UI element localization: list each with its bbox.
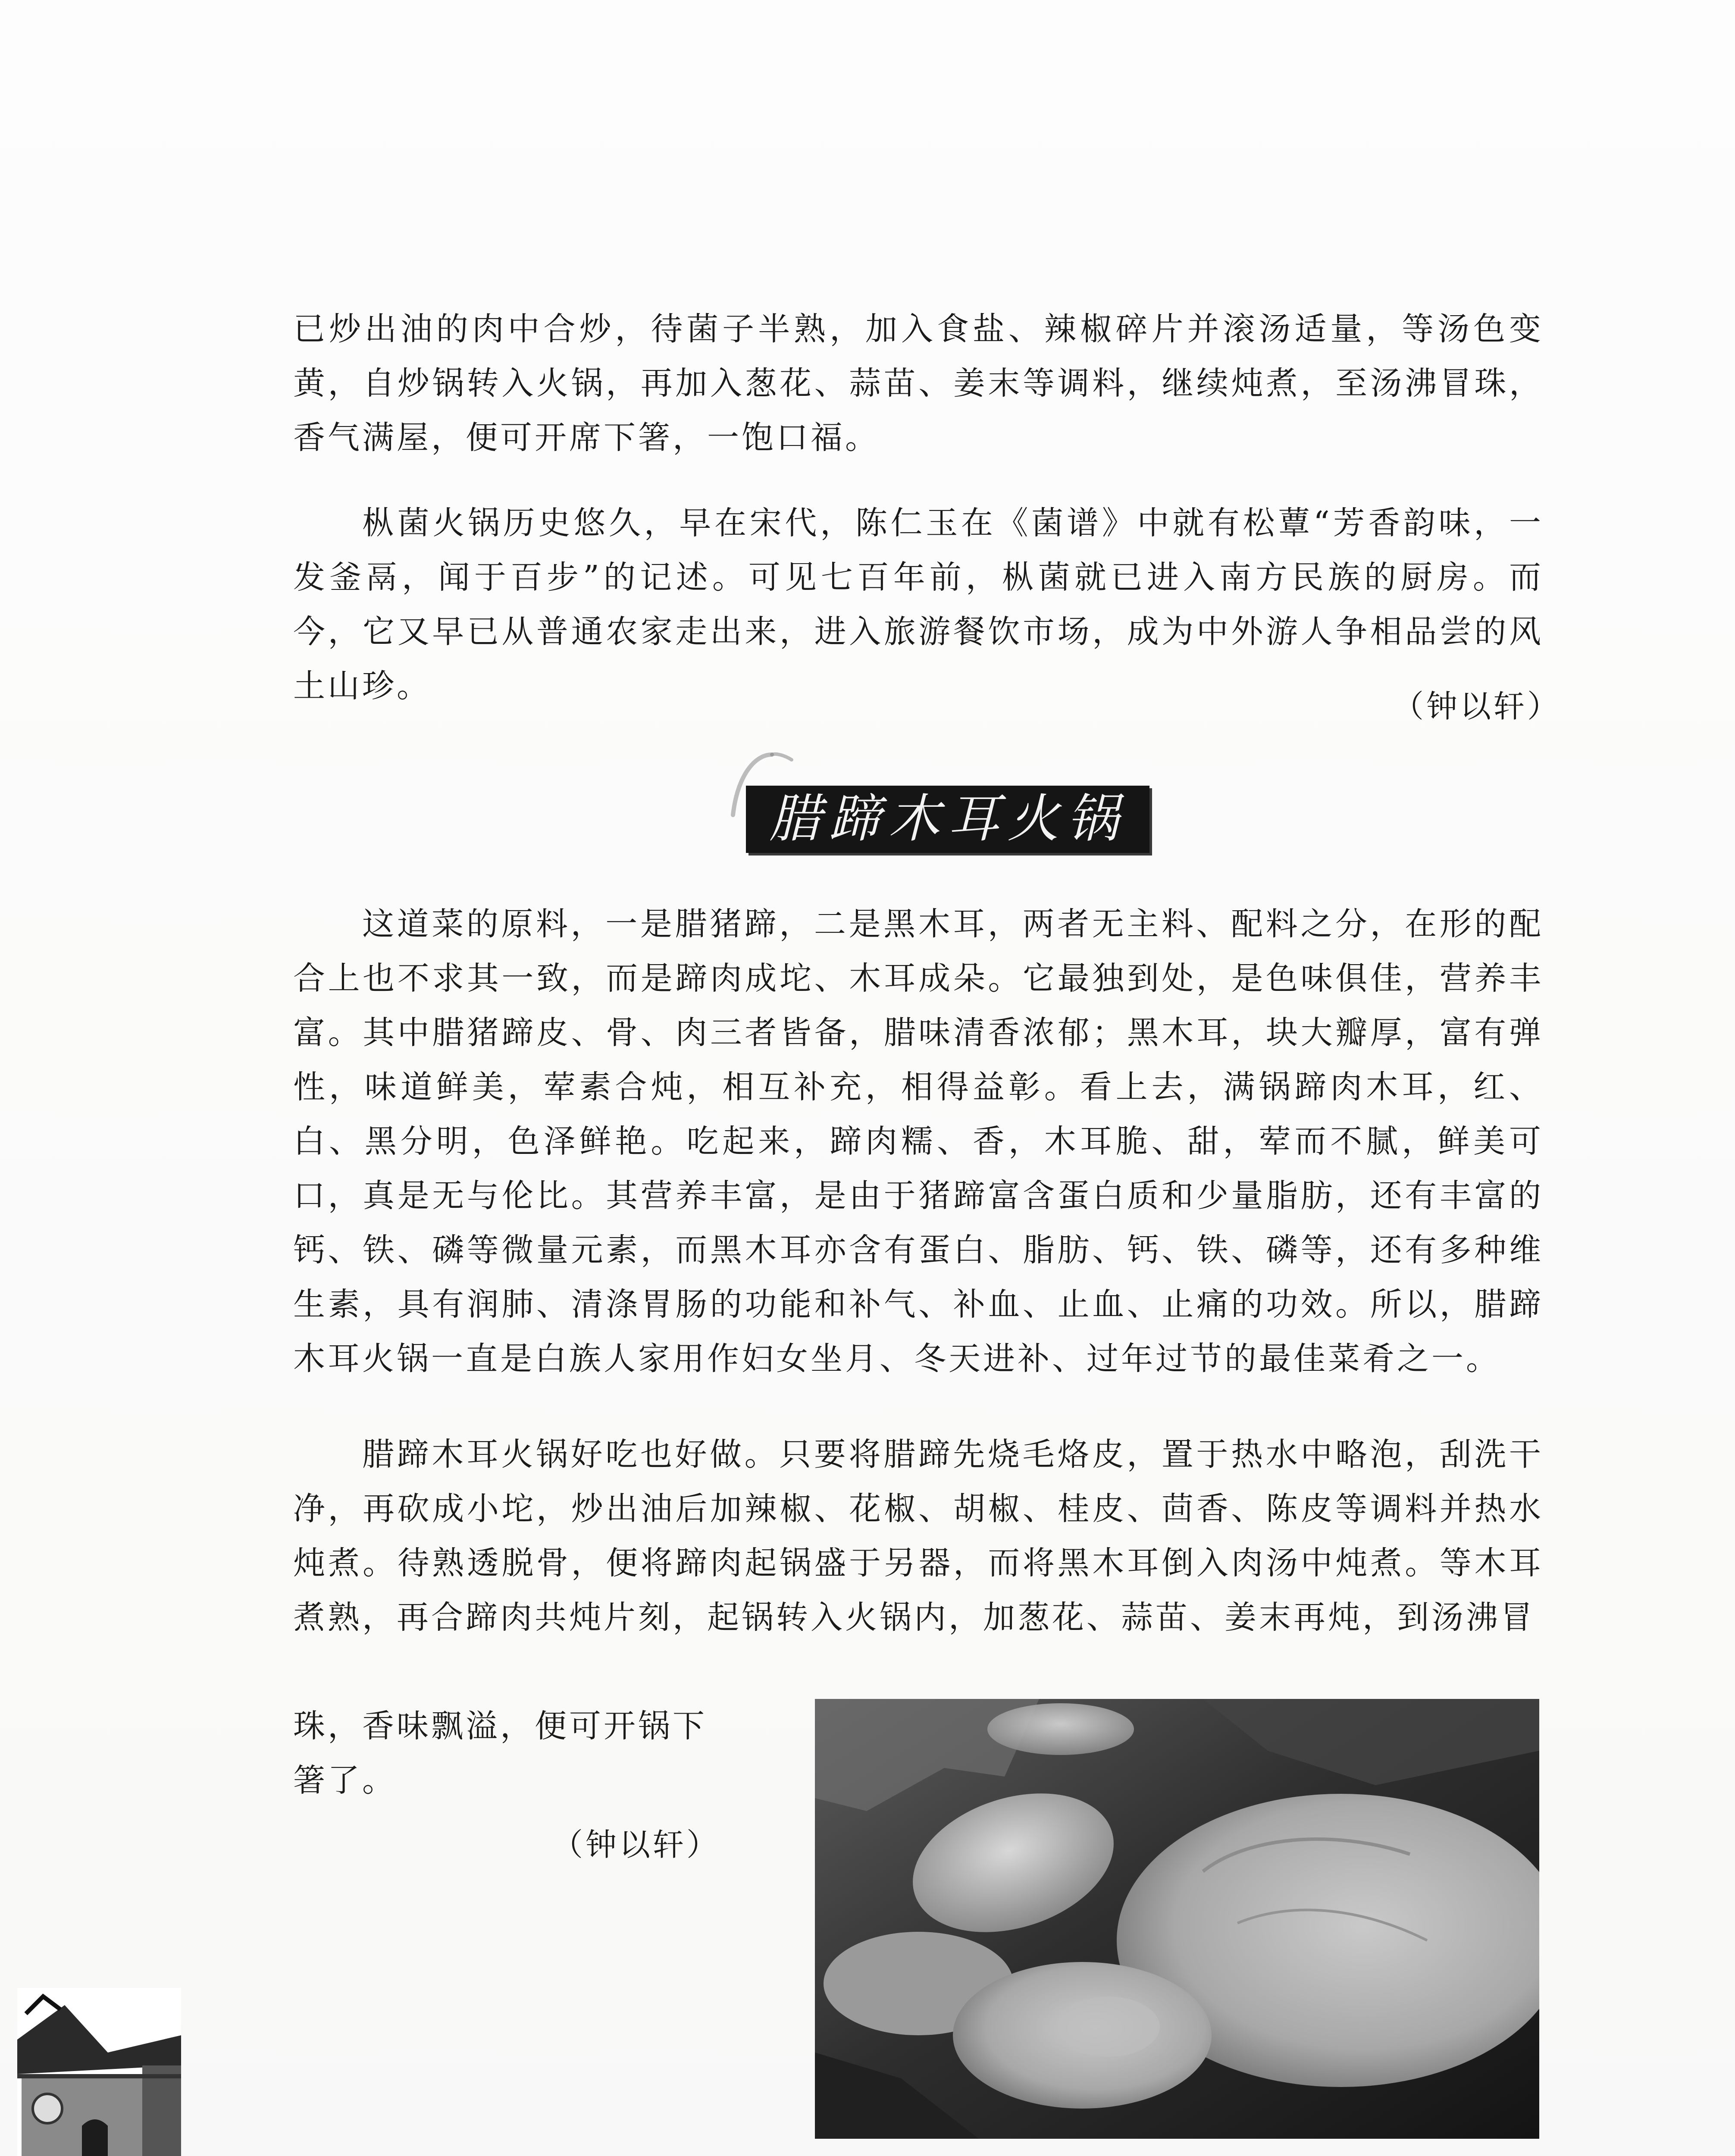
temple-building-photo	[17, 1988, 181, 2156]
article1-paragraph-2: 枞菌火锅历史悠久，早在宋代，陈仁玉在《菌谱》中就有松蕈“芳香韵味，一发釜鬲，闻于百步”的记述。可见七百年前，枞菌就已进入南方民族的厨房。而今，它又早已从普通农家走出来，进入旅游餐饮市场，成为中外游人争相品尝的风土山珍。	[293, 505, 1544, 705]
article1-paragraph-1: 已炒出油的肉中合炒，待菌子半熟，加入食盐、辣椒碎片并滚汤适量，等汤色变黄，自炒锅转入火锅，再加入葱花、蒜苗、姜末等调料，继续炖煮，至汤沸冒珠，香气满屋，便可开席下箸，一饱口福。	[293, 310, 1544, 456]
article2-author: （钟以轩）	[552, 1827, 720, 1863]
article2-paragraph-2-tail-line-2: 箸了。	[293, 1762, 397, 1799]
article2-paragraph-2-tail-line-1: 珠，香味飘溢，便可开锅下	[293, 1708, 707, 1745]
black-fungus-photo-icon	[815, 1699, 1539, 2139]
article2-paragraph-2: 腊蹄木耳火锅好吃也好做。只要将腊蹄先烧毛烙皮，置于热水中略泡，刮洗干净，再砍成小坨，炒出油后加辣椒、花椒、胡椒、桂皮、茴香、陈皮等调料并热水炖煮。待熟透脱骨，便将蹄肉起锅盛于另器，而将黑木耳倒入肉汤中炖煮。等木耳煮熟，再合蹄肉共炖片刻，起锅转入火锅内，加葱花、蒜苗、姜末再炖，到汤沸冒	[293, 1436, 1544, 1636]
temple-building-icon	[17, 1988, 181, 2156]
article1-author: （钟以轩）	[1393, 688, 1561, 724]
article2-title: 腊蹄木耳火锅	[746, 786, 1149, 853]
article2-paragraph-1: 这道菜的原料，一是腊猪蹄，二是黑木耳，两者无主料、配料之分，在形的配合上也不求其一致，而是蹄肉成坨、木耳成朵。它最独到处，是色味俱佳，营养丰富。其中腊猪蹄皮、骨、肉三者皆备，腊味清香浓郁；黑木耳，块大瓣厚，富有弹性，味道鲜美，荤素合炖，相互补充，相得益彰。看上去，满锅蹄肉木耳，红、白、黑分明，色泽鲜艳。吃起来，蹄肉糯、香，木耳脆、甜，荤而不腻，鲜美可口，真是无与伦比。其营养丰富，是由于猪蹄富含蛋白质和少量脂肪，还有丰富的钙、铁、磷等微量元素，而黑木耳亦含有蛋白、脂肪、钙、铁、磷等，还有多种维生素，具有润肺、清涤胃肠的功能和补气、补血、止血、止痛的功效。所以，腊蹄木耳火锅一直是白族人家用作妇女坐月、冬天进补、过年过节的最佳菜肴之一。	[293, 906, 1544, 1377]
article2-title-block	[707, 776, 1126, 862]
black-fungus-photo	[815, 1699, 1539, 2139]
